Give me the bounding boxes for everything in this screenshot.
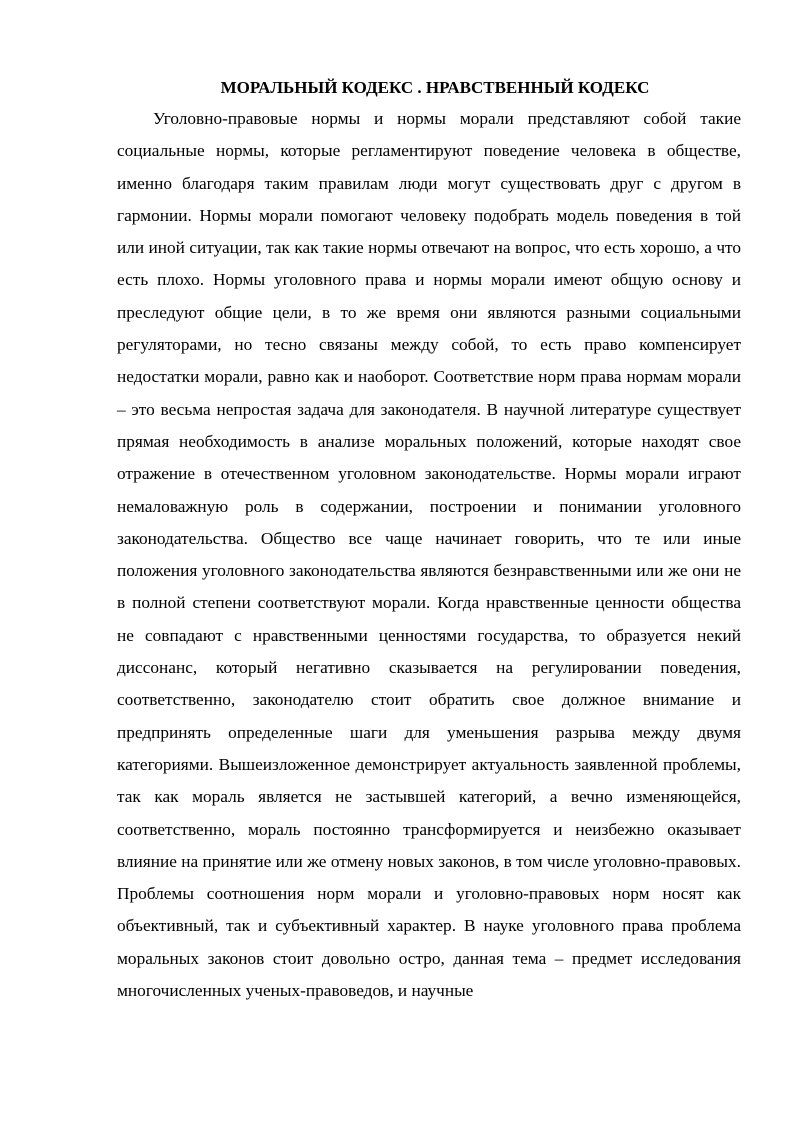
document-paragraph: Уголовно-правовые нормы и нормы морали представляют собой такие социальные нормы, которые регламентируют поведение человека в обществе, именно благодаря таким правилам люди могут существовать друг с другом в гармонии. Нормы морали помогают человеку подобрать модель поведения в той или иной ситуации, так как такие нормы отвечают на вопрос, что есть хорошо, а что есть плохо. Нормы уголовного права и нормы морали имеют общую основу и преследуют общие цели, в то же время они являются разными социальными регуляторами, но тесно связаны между собой, то есть право компенсирует недостатки морали, равно как и наоборот. Соответствие норм права нормам морали – это весьма непростая задача для законодателя. В научной литературе существует прямая необходимость в анализе моральных положений, которые находят свое отражение в отечественном уголовном законодательстве. Нормы морали играют немаловажную роль в содержании, построении и понимании уголовного законодательства. Общество все чаще начинает говорить, что те или иные положения уголовного законодательства являются безнравственными или же они не в полной степени соответствуют морали. Когда нравственные ценности общества не совпадают с нравственными ценностями государства, то образуется некий диссонанс, который негативно сказывается на регулировании поведения, соответственно, законодателю стоит обратить свое должное внимание и предпринять определенные шаги для уменьшения разрыва между двумя категориями. Вышеизложенное демонстрирует актуальность заявленной проблемы, так как мораль является не застывшей категорий, а вечно изменяющейся, соответственно, мораль постоянно трансформируется и неизбежно оказывает влияние на принятие или же отмену новых законов, в том числе уголовно-правовых. Проблемы соотношения норм морали и уголовно-правовых норм носят как объективный, так и субъективный характер. В науке уголовного права проблема моральных законов стоит довольно остро, данная тема – предмет исследования многочисленных ученых-правоведов, и научные (117, 109, 741, 1001)
document-title: МОРАЛЬНЫЙ КОДЕКС . НРАВСТВЕННЫЙ КОДЕКС (220, 78, 650, 97)
document-content (117, 75, 741, 1007)
